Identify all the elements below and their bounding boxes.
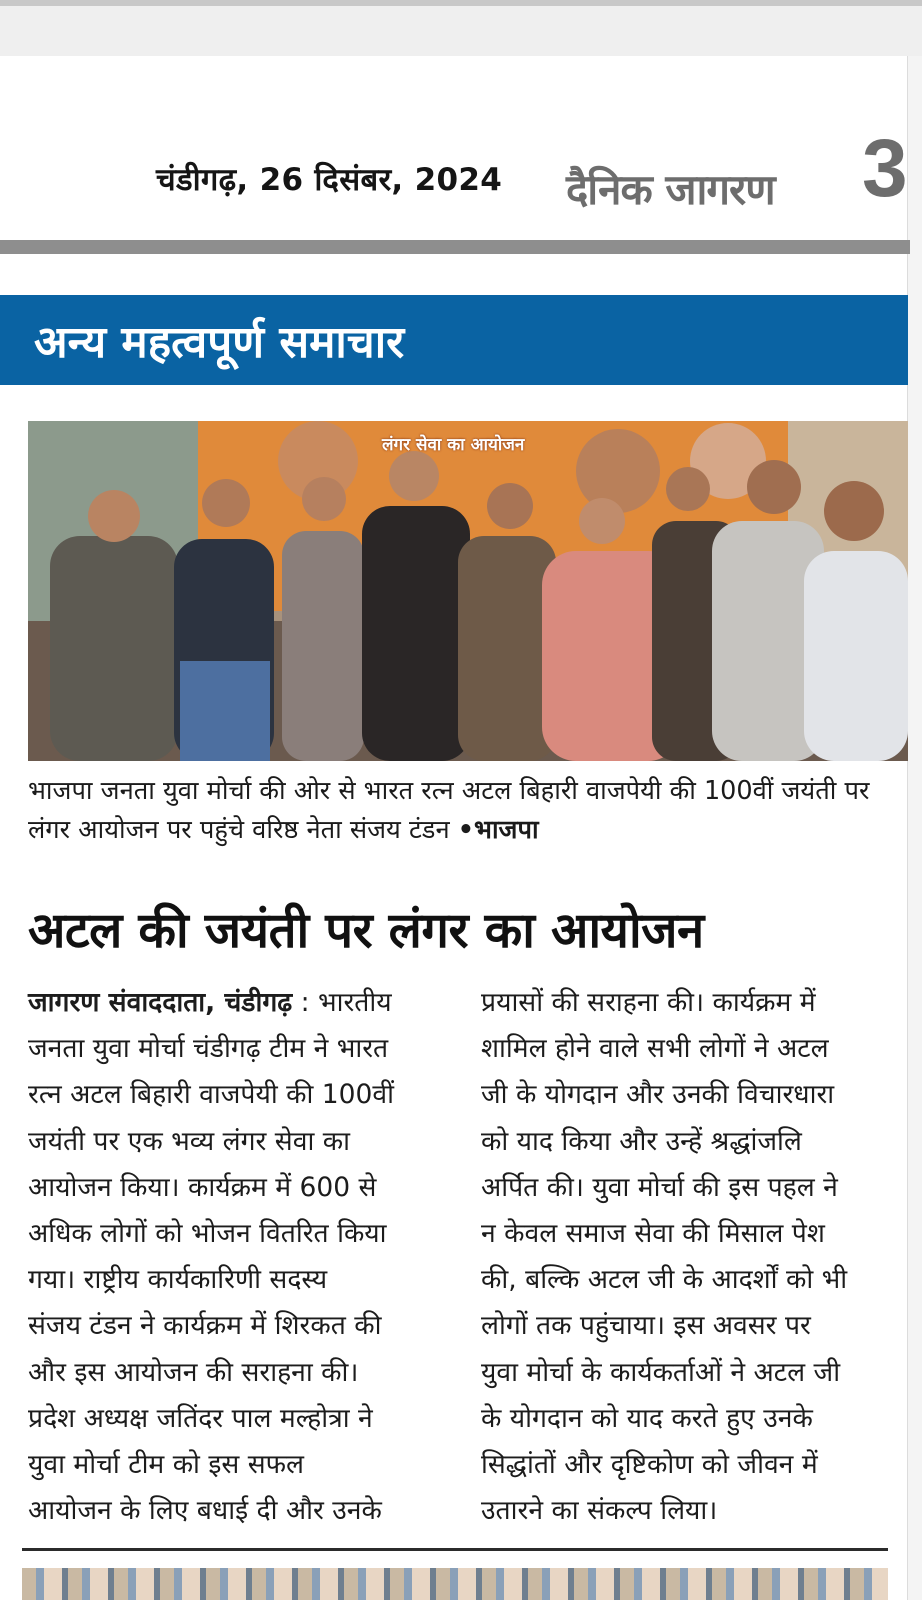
article-line: जनता युवा मोर्चा चंडीगढ़ टीम ने भारत — [28, 1033, 389, 1065]
article-line: की, बल्कि अटल जी के आदर्शों को भी — [481, 1264, 848, 1296]
article-line: उतारने का संकल्प लिया। — [481, 1495, 718, 1527]
page-number: 3 — [862, 123, 908, 214]
bottom-rule — [22, 1548, 888, 1551]
article-line: प्रयासों की सराहना की। कार्यक्रम में — [481, 987, 816, 1018]
article-line: युवा मोर्चा टीम को इस सफल — [28, 1449, 305, 1481]
article-line: सिद्धांतों और दृष्टिकोण को जीवन में — [481, 1449, 818, 1481]
photo-caption — [28, 772, 898, 850]
header-rule — [0, 240, 910, 254]
article-line: आयोजन के लिए बधाई दी और उनके — [28, 1495, 382, 1527]
article-line: अर्पित की। युवा मोर्चा की इस पहल ने — [481, 1171, 838, 1203]
article-line: गया। राष्ट्रीय कार्यकारिणी सदस्य — [28, 1264, 328, 1296]
article-line: रत्न अटल बिहारी वाजपेयी की 100वीं — [28, 1079, 394, 1111]
article-line: शामिल होने वाले सभी लोगों ने अटल — [481, 1033, 829, 1065]
top-strip — [0, 0, 922, 56]
group-photo-illustration — [28, 421, 908, 761]
article-line: जी के योगदान और उनकी विचारधारा — [481, 1079, 835, 1111]
article-line: के योगदान को याद करते हुए उनके — [481, 1402, 813, 1434]
article-line: लोगों तक पहुंचाया। इस अवसर पर — [481, 1310, 811, 1342]
byline: जागरण संवाददाता, चंडीगढ़ — [28, 987, 293, 1018]
photo-banner-text: लंगर सेवा का आयोजन — [382, 435, 525, 455]
caption-text: भाजपा जनता युवा मोर्चा की ओर से भारत रत्न अटल बिहारी वाजपेयी की 100वीं जयंती पर लंगर आयोजन पर पहुंचे वरिष्ठ नेता संजय टंडन — [28, 776, 870, 845]
article-line: अधिक लोगों को भोजन वितरित किया — [28, 1218, 387, 1250]
article-line-text: : भारतीय — [292, 987, 392, 1018]
article-line: संजय टंडन ने कार्यक्रम में शिरकत की — [28, 1310, 382, 1342]
article-line: न केवल समाज सेवा की मिसाल पेश — [481, 1218, 825, 1250]
article-column-2 — [481, 980, 886, 1534]
dateline: चंडीगढ़, 26 दिसंबर, 2024 — [156, 162, 503, 198]
news-photo — [28, 421, 908, 761]
next-article-image-strip — [22, 1568, 888, 1600]
caption-credit: •भाजपा — [457, 815, 539, 845]
article-headline: अटल की जयंती पर लंगर का आयोजन — [28, 902, 704, 959]
article-line — [28, 980, 433, 1026]
article-line: युवा मोर्चा के कार्यकर्ताओं ने अटल जी — [481, 1356, 841, 1388]
article-line: जयंती पर एक भव्य लंगर सेवा का — [28, 1125, 350, 1157]
page-edge — [907, 56, 922, 1600]
article-line: प्रदेश अध्यक्ष जतिंदर पाल मल्होत्रा ने — [28, 1402, 373, 1434]
section-title: अन्य महत्वपूर्ण समाचार — [34, 317, 405, 368]
article-line: को याद किया और उन्हें श्रद्धांजलि — [481, 1125, 802, 1157]
article-column-1 — [28, 980, 433, 1534]
newspaper-masthead: दैनिक जागरण — [566, 165, 775, 214]
article-line: और इस आयोजन की सराहना की। — [28, 1356, 359, 1388]
article-line: आयोजन किया। कार्यक्रम में 600 से — [28, 1171, 377, 1203]
